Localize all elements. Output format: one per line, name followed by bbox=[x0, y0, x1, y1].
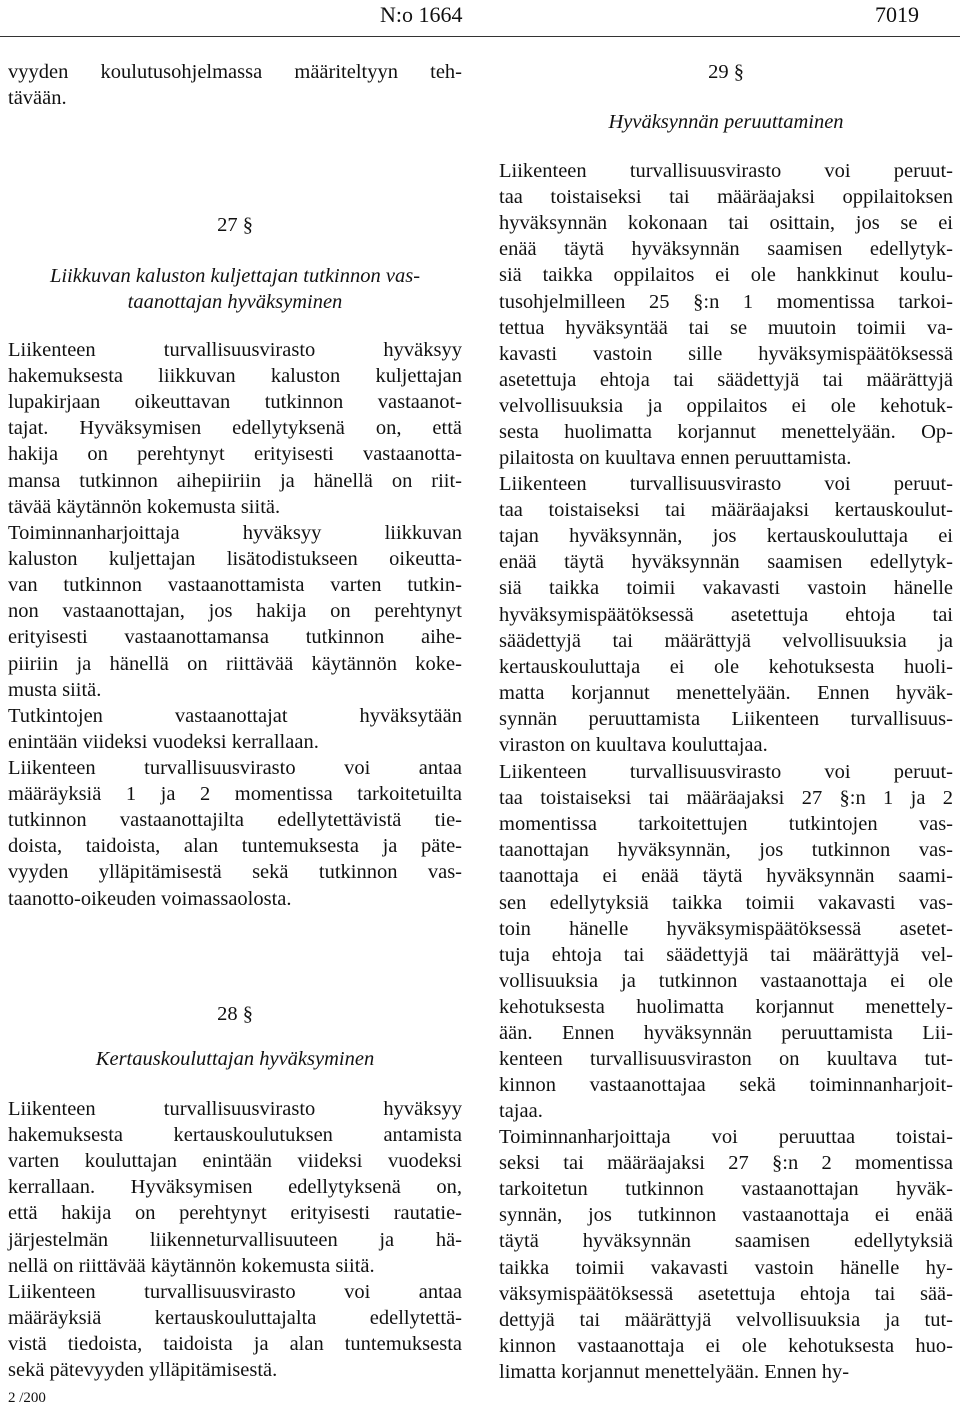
section-29-paragraph-1-line: velvollisuuksia ja oppilaitos ei ole kehotuk- bbox=[499, 394, 953, 417]
section-28-paragraph-1-line: varten kouluttajan enintään viideksi vuodeksi bbox=[8, 1150, 462, 1173]
section-27-paragraph-1-line: Liikenteen turvallisuusvirasto hyväksyy bbox=[8, 339, 462, 361]
section-27-paragraph-1-line: lupakirjaan oikeuttavan tutkinnon vastaanot- bbox=[8, 391, 462, 414]
section-29-paragraph-4-line: synnän, jos tutkinnon vastaanottaja ei enää bbox=[499, 1204, 953, 1227]
section-27-paragraph-2-line: erityisesti vastaanottamansa tutkinnon aihe- bbox=[8, 626, 462, 649]
section-27-paragraph-2-line: van tutkinnon vastaanottamista varten tutkin- bbox=[8, 574, 462, 597]
section-29-paragraph-4-line: väksymispäätöksessä asetettuja ehtoja tai sää- bbox=[499, 1282, 953, 1305]
section-29-paragraph-2-line: hyväksymispäätöksessä asetettuja ehtoja tai bbox=[499, 603, 953, 626]
section-29-paragraph-1-line: siä taikka oppilaitos ei ole hankkinut koulu- bbox=[499, 264, 953, 287]
section-27-paragraph-2-line: musta siitä. bbox=[8, 678, 102, 701]
section-29-paragraph-1-line: taa toistaiseksi tai määräajaksi oppilaitoksen bbox=[499, 186, 953, 209]
section-27-paragraph-3-line: Tutkintojen vastaanottajat hyväksytään bbox=[8, 705, 462, 727]
section-29-paragraph-4-line: tarkoitetun tutkinnon vastaanottajan hyväk- bbox=[499, 1178, 953, 1201]
section-27-paragraph-1-line: hakija on perehtynyt erityisesti vastaanotta- bbox=[8, 443, 462, 466]
section-29-paragraph-4-line: taikka toimii vakavasti vastoin hänelle hy- bbox=[499, 1256, 953, 1279]
section-29-heading: 29 § bbox=[708, 61, 744, 83]
section-29-paragraph-2-line: Liikenteen turvallisuusvirasto voi peruut- bbox=[499, 473, 953, 495]
section-29-paragraph-3-line: Liikenteen turvallisuusvirasto voi peruut- bbox=[499, 761, 953, 783]
section-27-paragraph-3-line: enintään viideksi vuodeksi kerrallaan. bbox=[8, 731, 319, 754]
section-29-paragraph-2-line: tajan hyväksynnän, jos kertauskouluttaja ei bbox=[499, 525, 953, 548]
section-29-paragraph-3-line: sen edellytyksiä taikka toimii vakavasti vas- bbox=[499, 891, 953, 914]
section-29-paragraph-3-line: momentissa tarkoitettujen tutkintojen vas- bbox=[499, 813, 953, 836]
section-27-paragraph-1-line: mansa tutkinnon aihepiiriin ja hänellä on riit- bbox=[8, 469, 462, 492]
section-29-paragraph-2-line: kertauskouluttaja ei ole kehotuksesta huoli- bbox=[499, 655, 953, 678]
section-28-paragraph-1-line: että hakija on perehtynyt erityisesti rautatie- bbox=[8, 1202, 462, 1225]
section-29-paragraph-3-line: kehotuksesta huolimatta korjannut menettely- bbox=[499, 995, 953, 1018]
section-29-paragraph-4-line: kinnon vastaanottaja ei ole kehotuksesta huo- bbox=[499, 1334, 953, 1357]
section-29-paragraph-4-line: dettyjä tai määrättyjä velvollisuuksia ja tut- bbox=[499, 1308, 953, 1331]
section-27-paragraph-4-line: vyyden ylläpitämisestä sekä tutkinnon vas- bbox=[8, 861, 462, 884]
section-27-paragraph-4-line: Liikenteen turvallisuusvirasto voi antaa bbox=[8, 757, 462, 779]
intro-paragraph-line: vyyden koulutusohjelmassa määriteltyyn teh- bbox=[8, 61, 462, 83]
section-29-paragraph-3-line: taanottajan hyväksynnän, jos tutkinnon vas- bbox=[499, 839, 953, 862]
section-29-paragraph-2-line: matta korjannut menettelyään. Ennen hyväk- bbox=[499, 681, 953, 704]
section-29-paragraph-4-line: limatta korjannut menettelyään. Ennen hy- bbox=[499, 1360, 850, 1383]
section-29-paragraph-3-line: ään. Ennen hyväksynnän peruuttamista Lii- bbox=[499, 1022, 953, 1044]
section-27-paragraph-2-line: Toiminnanharjoittaja hyväksyy liikkuvan bbox=[8, 522, 462, 544]
section-27-paragraph-1-line: hakemuksesta liikkuvan kaluston kuljettajan bbox=[8, 365, 462, 388]
section-27-paragraph-2-line: kaluston kuljettajan lisätodistukseen oikeutta- bbox=[8, 548, 462, 571]
section-28-paragraph-2-line: määräyksiä kertauskouluttajalta edellytettä- bbox=[8, 1307, 462, 1330]
section-29-paragraph-2-line: viraston on kuultava kouluttajaa. bbox=[499, 734, 768, 756]
document-number: N:o 1664 bbox=[380, 2, 463, 27]
page-header bbox=[0, 0, 960, 36]
section-29-paragraph-2-line: siä taikka toimii vakavasti vastoin hänelle bbox=[499, 577, 953, 600]
section-29-paragraph-1-line: kavasti vastoin sille hyväksymispäätöksessä bbox=[499, 342, 953, 365]
section-29-paragraph-3-line: taanottaja ei enää täytä hyväksynnän saami- bbox=[499, 865, 953, 888]
page-footer-signature: 2 /200 bbox=[8, 1390, 46, 1406]
section-27-paragraph-4-line: tutkinnon vastaanottajilta edellytettävistä tie- bbox=[8, 809, 462, 832]
section-29-paragraph-4-line: Toiminnanharjoittaja voi peruuttaa toistai- bbox=[499, 1126, 953, 1148]
section-29-paragraph-1-line: pilaitosta on kuultava ennen peruuttamista. bbox=[499, 447, 852, 470]
header-rule bbox=[0, 36, 960, 37]
section-29-paragraph-1-line: asetettuja ehtoja tai säädettyjä tai määrättyjä bbox=[499, 368, 953, 391]
section-29-paragraph-3-line: vollisuuksia ja tutkinnon vastaanottaja ei ole bbox=[499, 969, 953, 992]
section-27-paragraph-1-line: tävää käytännön kokemusta siitä. bbox=[8, 495, 281, 518]
section-28-paragraph-1-line: järjestelmän liikenneturvallisuuteen ja hä- bbox=[8, 1228, 462, 1251]
section-29-paragraph-1-line: tettua hyväksyntää tai se muutoin toimii va- bbox=[499, 316, 953, 339]
section-29-paragraph-3-line: kinnon vastaanottajaa sekä toiminnanharjoit- bbox=[499, 1074, 953, 1097]
section-29-paragraph-3-line: tuja ehtoja tai säädettyjä tai määrättyjä vel- bbox=[499, 943, 953, 966]
section-29-paragraph-4-line: seksi tai määräajaksi 27 §:n 2 momentissa bbox=[499, 1152, 953, 1175]
section-27-paragraph-1-line: tajat. Hyväksymisen edellytyksenä on, että bbox=[8, 417, 462, 440]
section-28-title: Kertauskouluttajan hyväksyminen bbox=[95, 1048, 375, 1070]
section-28-paragraph-2-line: sekä pätevyyden ylläpitämisestä. bbox=[8, 1359, 278, 1382]
section-27-heading: 27 § bbox=[217, 214, 253, 236]
section-29-paragraph-1-line: sesta huolimatta korjannut menettelyään. Op- bbox=[499, 421, 953, 443]
section-29-paragraph-1-line: Liikenteen turvallisuusvirasto voi peruut- bbox=[499, 160, 953, 182]
section-28-paragraph-1-line: Liikenteen turvallisuusvirasto hyväksyy bbox=[8, 1098, 462, 1120]
section-28-paragraph-1-line: hakemuksesta kertauskoulutuksen antamista bbox=[8, 1124, 462, 1147]
section-29-paragraph-4-line: täytä hyväksynnän saamisen edellytyksiä bbox=[499, 1230, 953, 1253]
section-28-paragraph-2-line: vistä tiedoista, taidoista ja alan tuntemuksesta bbox=[8, 1333, 462, 1356]
page-number: 7019 bbox=[875, 2, 919, 27]
section-28-paragraph-1-line: nellä on riittävää käytännön kokemusta siitä. bbox=[8, 1254, 375, 1277]
section-29-paragraph-2-line: säädettyjä tai määrättyjä velvollisuuksia ja bbox=[499, 629, 953, 652]
section-27-paragraph-2-line: piiriin ja hänellä on riittävää käytännön koke- bbox=[8, 652, 462, 675]
section-28-paragraph-2-line: Liikenteen turvallisuusvirasto voi antaa bbox=[8, 1281, 462, 1303]
section-27-paragraph-2-line: non vastaanottajan, jos hakija on perehtynyt bbox=[8, 600, 462, 623]
section-28-paragraph-1-line: kerrallaan. Hyväksymisen edellytyksenä on, bbox=[8, 1176, 462, 1199]
section-27-paragraph-4-line: määräyksiä 1 ja 2 momentissa tarkoitetuilta bbox=[8, 783, 462, 806]
section-29-paragraph-3-line: toin hänelle hyväksymispäätöksessä asetet- bbox=[499, 917, 953, 940]
section-28-heading: 28 § bbox=[217, 1003, 253, 1025]
section-29-paragraph-3-line: kenteen turvallisuusviraston on kuultava tut- bbox=[499, 1048, 953, 1071]
section-29-paragraph-2-line: taa toistaiseksi tai määräajaksi kertauskoulut- bbox=[499, 499, 953, 522]
section-29-paragraph-1-line: hyväksynnän kokonaan tai osittain, jos se ei bbox=[499, 212, 953, 235]
section-29-paragraph-1-line: tusohjelmilleen 25 §:n 1 momentissa tarkoi- bbox=[499, 290, 953, 313]
section-29-paragraph-2-line: enää täytä hyväksynnän saamisen edellytyk- bbox=[499, 551, 953, 574]
section-27-title-line: Liikkuvan kaluston kuljettajan tutkinnon vas- bbox=[49, 265, 421, 287]
section-27-paragraph-4-line: taanotto-oikeuden voimassaolosta. bbox=[8, 887, 292, 910]
section-27-title-line: taanottajan hyväksyminen bbox=[127, 291, 343, 314]
section-27-paragraph-4-line: doista, taidoista, alan tuntemuksesta ja päte- bbox=[8, 835, 462, 858]
section-29-paragraph-2-line: synnän peruuttamista Liikenteen turvallisuus- bbox=[499, 707, 953, 730]
intro-paragraph-line: tävään. bbox=[8, 87, 67, 110]
section-29-paragraph-1-line: enää täytä hyväksynnän saamisen edellytyk- bbox=[499, 238, 953, 261]
section-29-paragraph-3-line: taa toistaiseksi tai määräajaksi 27 §:n 1 ja 2 bbox=[499, 787, 953, 810]
section-29-paragraph-3-line: tajaa. bbox=[499, 1100, 543, 1123]
section-29-title: Hyväksynnän peruuttaminen bbox=[608, 111, 844, 133]
